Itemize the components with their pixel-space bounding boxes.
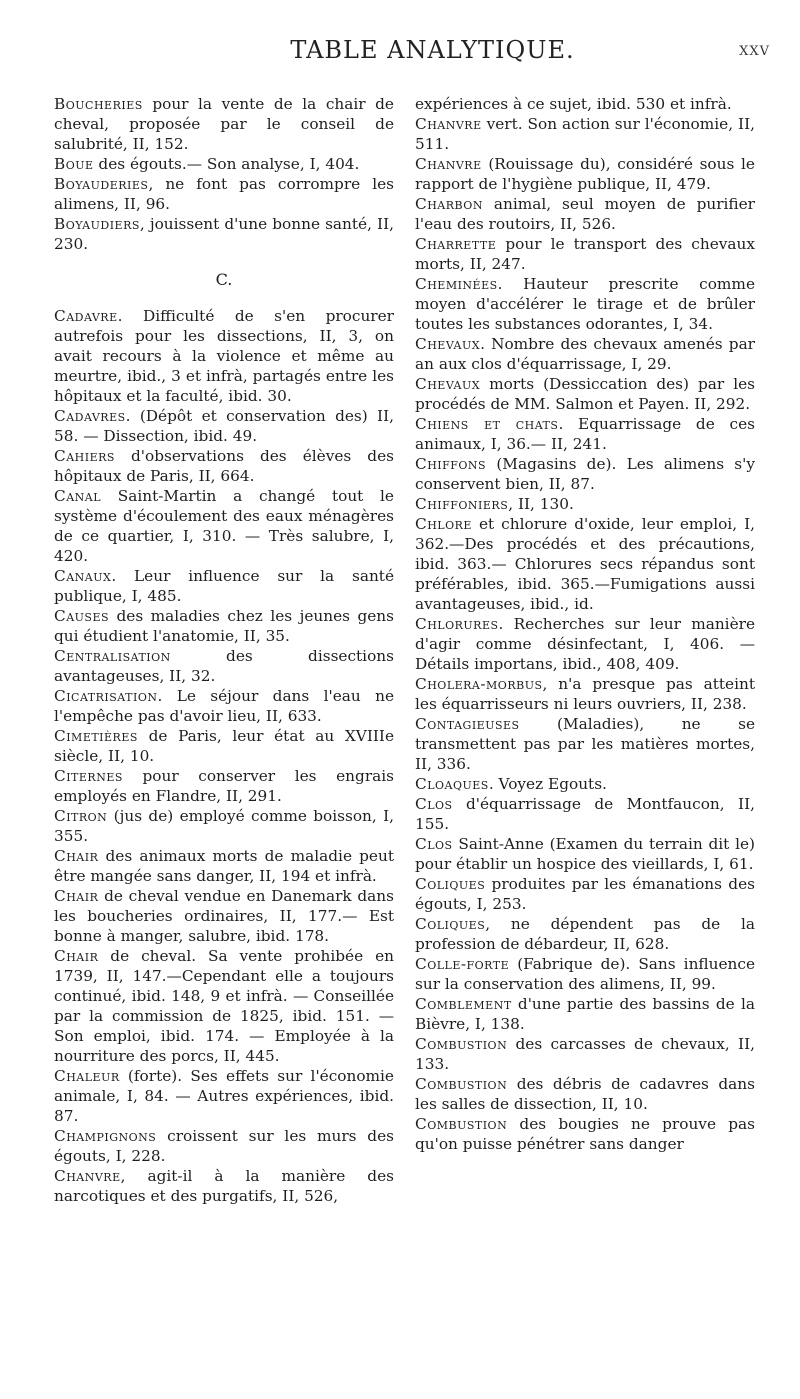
entry-term: Cicatrisation <box>54 687 158 705</box>
index-entry <box>54 726 394 766</box>
entry-term: Chevaux <box>415 375 481 393</box>
entry-text: (Rouissage du), considéré sous le rapport de l'hygiène publique, II, 479. <box>415 155 755 193</box>
index-entry <box>415 374 755 414</box>
entry-term: Cheminées <box>415 275 498 293</box>
index-entry <box>54 766 394 806</box>
entry-text: (Maladies), ne se transmettent pas par les matières mortes, II, 336. <box>415 715 755 773</box>
index-entry <box>415 774 755 794</box>
entry-text: . (Dépôt et conservation des) II, 58. — Dissection, ibid. 49. <box>54 407 394 445</box>
index-entry <box>415 874 755 914</box>
index-entry <box>54 646 394 686</box>
entry-text: . Le séjour dans l'eau ne l'empêche pas d'avoir lieu, II, 633. <box>54 687 394 725</box>
entry-term: Boue <box>54 155 94 173</box>
entry-term: Chiffons <box>415 455 487 473</box>
entry-text: . Nombre des chevaux amenés par an aux clos d'équarrissage, I, 29. <box>415 335 755 373</box>
index-entry <box>54 154 394 174</box>
entry-text: , ne font pas corrompre les alimens, II, 96. <box>54 175 394 213</box>
index-entry <box>415 794 755 834</box>
entry-text: . Difficulté de s'en procurer autrefois pour les dissections, II, 3, on avait recours à la violence et même au meurtre, ibid., 3 et infrà, partagés entre les hôpitaux et la faculté, ibid. 30. <box>54 307 394 405</box>
entry-text: des animaux morts de maladie peut être mangée sans danger, II, 194 et infrà. <box>54 847 394 885</box>
entry-term: Cahiers <box>54 447 115 465</box>
entry-term: Cadavre <box>54 307 118 325</box>
entry-text: Saint-Martin a changé tout le système d'écoulement des eaux ménagères de ce quartier, I, 310. — Très salubre, I, 420. <box>54 487 394 565</box>
entry-text: , II, 130. <box>508 495 574 513</box>
entry-text: , n'a presque pas atteint les équarrisseurs ni leurs ouvriers, II, 238. <box>415 675 755 713</box>
index-entry <box>415 954 755 994</box>
entry-text: d'une partie des bassins de la Bièvre, I, 138. <box>415 995 755 1033</box>
entry-text: animal, seul moyen de purifier l'eau des routoirs, II, 526. <box>415 195 755 233</box>
entry-term: Combustion <box>415 1075 508 1093</box>
entry-text: . Equarrissage de ces animaux, I, 36.— II, 241. <box>415 415 755 453</box>
entry-text: d'observations des élèves des hôpitaux de Paris, II, 664. <box>54 447 394 485</box>
entry-text: . Leur influence sur la santé publique, I, 485. <box>54 567 394 605</box>
entry-term: Chlore <box>415 515 472 533</box>
index-entry <box>54 886 394 946</box>
running-title: TABLE ANALYTIQUE. <box>290 36 575 64</box>
index-entry <box>415 94 755 114</box>
entry-term: Colle-forte <box>415 955 510 973</box>
entry-text: expériences à ce sujet, ibid. 530 et infrà. <box>415 95 732 113</box>
index-entry <box>415 274 755 334</box>
entry-text: . Voyez Egouts. <box>488 775 607 793</box>
index-entry <box>54 806 394 846</box>
entry-term: Chlorures <box>415 615 499 633</box>
entry-term: Coliques <box>415 915 486 933</box>
entry-term: Cimetières <box>54 727 138 745</box>
index-entry <box>54 94 394 154</box>
index-entry <box>54 1066 394 1126</box>
index-entry <box>54 486 394 566</box>
entry-term: Cholera-morbus <box>415 675 543 693</box>
entry-text: pour la vente de la chair de cheval, proposée par le conseil de salubrité, II, 152. <box>54 95 394 153</box>
index-entry <box>415 234 755 274</box>
entries-after-section <box>54 306 394 1206</box>
entry-term: Chanvre <box>54 1167 121 1185</box>
entry-text: (forte). Ses effets sur l'économie animale, I, 84. — Autres expériences, ibid. 87. <box>54 1067 394 1125</box>
entry-term: Coliques <box>415 875 486 893</box>
entry-term: Canaux <box>54 567 112 585</box>
entry-text: des carcasses de chevaux, II, 133. <box>415 1035 755 1073</box>
entry-text: , agit-il à la manière des narcotiques et des purgatifs, II, 526, <box>54 1167 394 1205</box>
entry-text: de cheval vendue en Danemark dans les boucheries ordinaires, II, 177.— Est bonne à manger, salubre, ibid. 178. <box>54 887 394 945</box>
index-entry <box>54 946 394 1066</box>
entry-term: Chevaux <box>415 335 481 353</box>
index-entry <box>415 194 755 234</box>
index-entry <box>415 514 755 614</box>
entry-text: croissent sur les murs des égouts, I, 228. <box>54 1127 394 1165</box>
index-entry <box>415 1114 755 1154</box>
entry-term: Charbon <box>415 195 483 213</box>
index-entry <box>415 1074 755 1114</box>
entry-text: des bougies ne prouve pas qu'on puisse pénétrer sans danger <box>415 1115 755 1153</box>
entry-text: pour le transport des chevaux morts, II, 247. <box>415 235 755 273</box>
entry-text: . Hauteur prescrite comme moyen d'accélérer le tirage et de brûler toutes les substances odorantes, I, 34. <box>415 275 755 333</box>
index-entry <box>54 566 394 606</box>
index-entry <box>54 846 394 886</box>
section-letter: C. <box>215 270 233 289</box>
index-entry <box>54 174 394 214</box>
index-entry <box>54 686 394 726</box>
entry-term: Boyauderies <box>54 175 149 193</box>
entry-text: de Paris, leur état au XVIIIe siècle, II, 10. <box>54 727 394 765</box>
right-column <box>415 94 755 1154</box>
entry-term: Clos <box>415 795 453 813</box>
entry-term: Centralisation <box>54 647 171 665</box>
entry-text: (Magasins de). Les alimens s'y conservent bien, II, 87. <box>415 455 755 493</box>
index-entry <box>415 674 755 714</box>
index-entry <box>54 214 394 254</box>
entry-term: Combustion <box>415 1035 508 1053</box>
entry-term: Boucheries <box>54 95 143 113</box>
index-entry <box>54 306 394 406</box>
index-entry <box>415 454 755 494</box>
entries-before-section <box>54 94 394 254</box>
entry-text: morts (Dessiccation des) par les procédés de MM. Salmon et Payen. II, 292. <box>415 375 755 413</box>
entry-text: et chlorure d'oxide, leur emploi, I, 362.—Des procédés et des précautions, ibid. 363.— Chlorures secs répandus sont préférables, ibid. 365.—Fumigations aussi avantageuses, ibid., id. <box>415 515 755 613</box>
index-entry <box>415 334 755 374</box>
index-entry <box>54 1126 394 1166</box>
entry-term: Champignons <box>54 1127 157 1145</box>
entry-term: Chaleur <box>54 1067 120 1085</box>
index-entry <box>54 606 394 646</box>
entry-term: Chanvre <box>415 115 482 133</box>
entry-term: Cadavres <box>54 407 126 425</box>
entry-text: vert. Son action sur l'économie, II, 511. <box>415 115 755 153</box>
entry-text: de cheval. Sa vente prohibée en 1739, II, 147.—Cependant elle a toujours continué, ibid. 148, 9 et infrà. — Conseillée par la commission de 1825, ibid. 151. — Son emploi, ibid. 174. — Employée à la nourriture des porcs, II, 445. <box>54 947 394 1065</box>
index-entry <box>415 714 755 774</box>
entry-text: des maladies chez les jeunes gens qui étudient l'anatomie, II, 35. <box>54 607 394 645</box>
index-entry <box>54 1166 394 1206</box>
index-entry <box>54 446 394 486</box>
index-entry <box>415 414 755 454</box>
entry-text: , jouissent d'une bonne santé, II, 230. <box>54 215 394 253</box>
entry-term: Citron <box>54 807 108 825</box>
page-header <box>95 36 770 66</box>
entry-text: des dissections avantageuses, II, 32. <box>54 647 394 685</box>
index-entry <box>415 994 755 1034</box>
entry-term: Chiffoniers <box>415 495 509 513</box>
index-entry <box>415 114 755 154</box>
index-entry <box>415 494 755 514</box>
entry-term: Boyaudiers <box>54 215 140 233</box>
entry-term: Citernes <box>54 767 123 785</box>
entry-term: Canal <box>54 487 102 505</box>
entry-term: Chanvre <box>415 155 482 173</box>
entry-term: Causes <box>54 607 110 625</box>
entry-term: Chair <box>54 887 99 905</box>
entry-text: . Recherches sur leur manière d'agir comme désinfectant, I, 406. — Détails importans, ibid., 408, 409. <box>415 615 755 673</box>
entry-text: d'équarrissage de Montfaucon, II, 155. <box>415 795 755 833</box>
entry-text: (Fabrique de). Sans influence sur la conservation des alimens, II, 99. <box>415 955 755 993</box>
entry-text: (jus de) employé comme boisson, I, 355. <box>54 807 394 845</box>
entry-term: Charrette <box>415 235 497 253</box>
entry-text: pour conserver les engrais employés en Flandre, II, 291. <box>54 767 394 805</box>
entry-term: Combustion <box>415 1115 508 1133</box>
entry-term: Chair <box>54 847 99 865</box>
page-number: XXV <box>739 44 770 59</box>
index-entry <box>415 834 755 874</box>
entry-text: des débris de cadavres dans les salles de dissection, II, 10. <box>415 1075 755 1113</box>
entry-text: des égouts.— Son analyse, I, 404. <box>93 155 360 173</box>
entry-term: Contagieuses <box>415 715 520 733</box>
entry-text: produites par les émanations des égouts, I, 253. <box>415 875 755 913</box>
entry-term: Chiens et chats <box>415 415 559 433</box>
entry-term: Comblement <box>415 995 512 1013</box>
index-entry <box>415 1034 755 1074</box>
left-column <box>54 94 394 1206</box>
entry-text: , ne dépendent pas de la profession de débardeur, II, 628. <box>415 915 755 953</box>
entry-term: Clos <box>415 835 453 853</box>
entry-term: Chair <box>54 947 99 965</box>
index-entry <box>415 914 755 954</box>
index-entry <box>415 154 755 194</box>
entry-term: Cloaques <box>415 775 489 793</box>
index-entry <box>54 406 394 446</box>
entry-text: Saint-Anne (Examen du terrain dit le) pour établir un hospice des vieillards, I, 61. <box>415 835 755 873</box>
index-entry <box>415 614 755 674</box>
